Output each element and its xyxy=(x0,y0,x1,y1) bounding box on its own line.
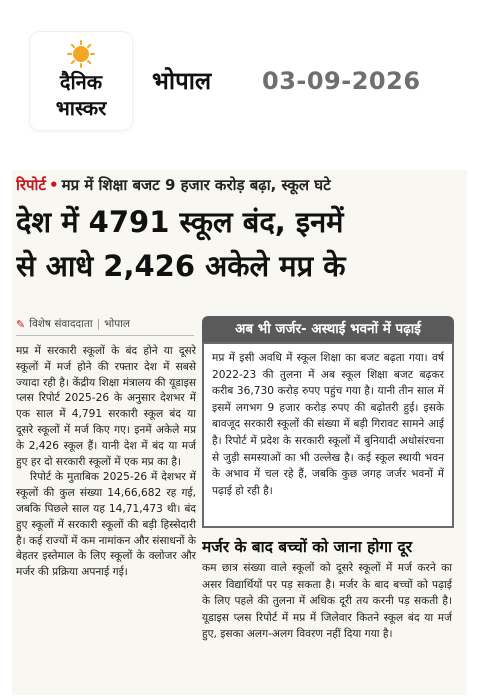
byline xyxy=(16,315,186,333)
left-paragraph-2: रिपोर्ट के मुताबिक 2025-26 में देशभर में स्कूलों की कुल संख्या 14,66,682 रह गई, जबकि पिछले साल यह 14,71,473 थी। बंद हुए स्कूलों में सरकारी स्कूलों की बड़ी हिस्सेदारी है। कई राज्यों में कम नामांकन और संसाधनों के बेहतर इस्तेमाल के लिए स्कूलों के क्लोजर और मर्जर की प्रक्रिया अपनाई गई। xyxy=(16,471,196,579)
kicker-label: रिपोर्ट xyxy=(16,176,46,194)
box-text: मप्र में इसी अवधि में स्कूल शिक्षा का बजट बढ़ता गया। वर्ष 2022-23 की तुलना में अब स्कूल शिक्षा बजट बढ़कर करीब 36,730 करोड़ रुपए पहुंच गया है। यानी तीन साल में इसमें लगभग 9 हजार करोड़ रुपए की बढ़ोतरी हुई। इसके बावजूद सरकारी स्कूलों की संख्या में बड़ी गिरावट सामने आई है। रिपोर्ट में प्रदेश के सरकारी स्कूलों में बुनियादी अधोसंरचना से जुड़ी समस्याओं का भी उल्लेख है। कई स्कूल स्थायी भवन के अभाव में चल रहे हैं, जबकि कुछ जगह जर्जर भवनों में पढ़ाई हो रही है। xyxy=(212,352,444,497)
logo-text-line2: भास्कर xyxy=(55,96,107,120)
headline xyxy=(16,200,462,288)
left-column xyxy=(16,344,196,581)
byline-rule xyxy=(16,335,194,336)
right-column-text: कम छात्र संख्या वाले स्कूलों को दूसरे स्कूलों में मर्ज करने का असर विद्यार्थियों पर पड़ सकता है। मर्जर के बाद बच्चों को पढ़ाई के लिए पहले की तुलना में अधिक दूरी तय करनी पड़ सकती है। यूडाइस प्लस रिपोर्ट में मप्र में जिलेवार कितने स्कूल बंद या मर्ज हुए, इसका अलग-अलग विवरण नहीं दिया गया है। xyxy=(202,562,452,641)
headline-line-2: से आधे 2,426 अकेले मप्र के xyxy=(16,249,346,283)
headline-line-1: देश में 4791 स्कूल बंद, इनमें xyxy=(16,205,344,239)
kicker-dot-icon: • xyxy=(49,176,59,194)
sub-heading: मर्जर के बाद बच्चों को जाना होगा दूर xyxy=(202,538,413,556)
edition-city: भोपाल xyxy=(152,67,212,95)
kicker-text: मप्र में शिक्षा बजट 9 हजार करोड़ बढ़ा, स्कूल घटे xyxy=(61,176,331,194)
byline-separator: | xyxy=(96,318,101,330)
byline-city: भोपाल xyxy=(104,318,131,330)
byline-author: विशेष संवाददाता xyxy=(29,318,93,330)
highlight-box xyxy=(202,342,454,528)
logo-text-line1: दैनिक xyxy=(59,70,103,94)
sun-logo-icon xyxy=(67,40,95,68)
kicker xyxy=(16,172,464,198)
newspaper-logo xyxy=(30,32,132,130)
box-title: अब भी जर्जर- अस्थाई भवनों में पढ़ाई xyxy=(202,316,454,342)
news-clipping xyxy=(12,170,467,695)
pencil-icon: ✎ xyxy=(16,317,26,331)
edition-date: 03-09-2026 xyxy=(262,67,421,95)
left-paragraph-1: मप्र में सरकारी स्कूलों के बंद होने या दूसरे स्कूलों में मर्ज होने की रफ्तार देश में सबसे ज्यादा रही है। केंद्रीय शिक्षा मंत्रालय की यूडाइस प्लस रिपोर्ट 2025-26 के अनुसार देशभर में एक साल में 4,791 सरकारी स्कूल बंद या दूसरे स्कूलों में मर्ज किए गए। इनमें अकेले मप्र के 2,426 स्कूल हैं। यानी देश में बंद या मर्ज हुए हर दो सरकारी स्कूलों में एक मप्र का है। xyxy=(16,345,196,468)
masthead xyxy=(0,0,486,150)
